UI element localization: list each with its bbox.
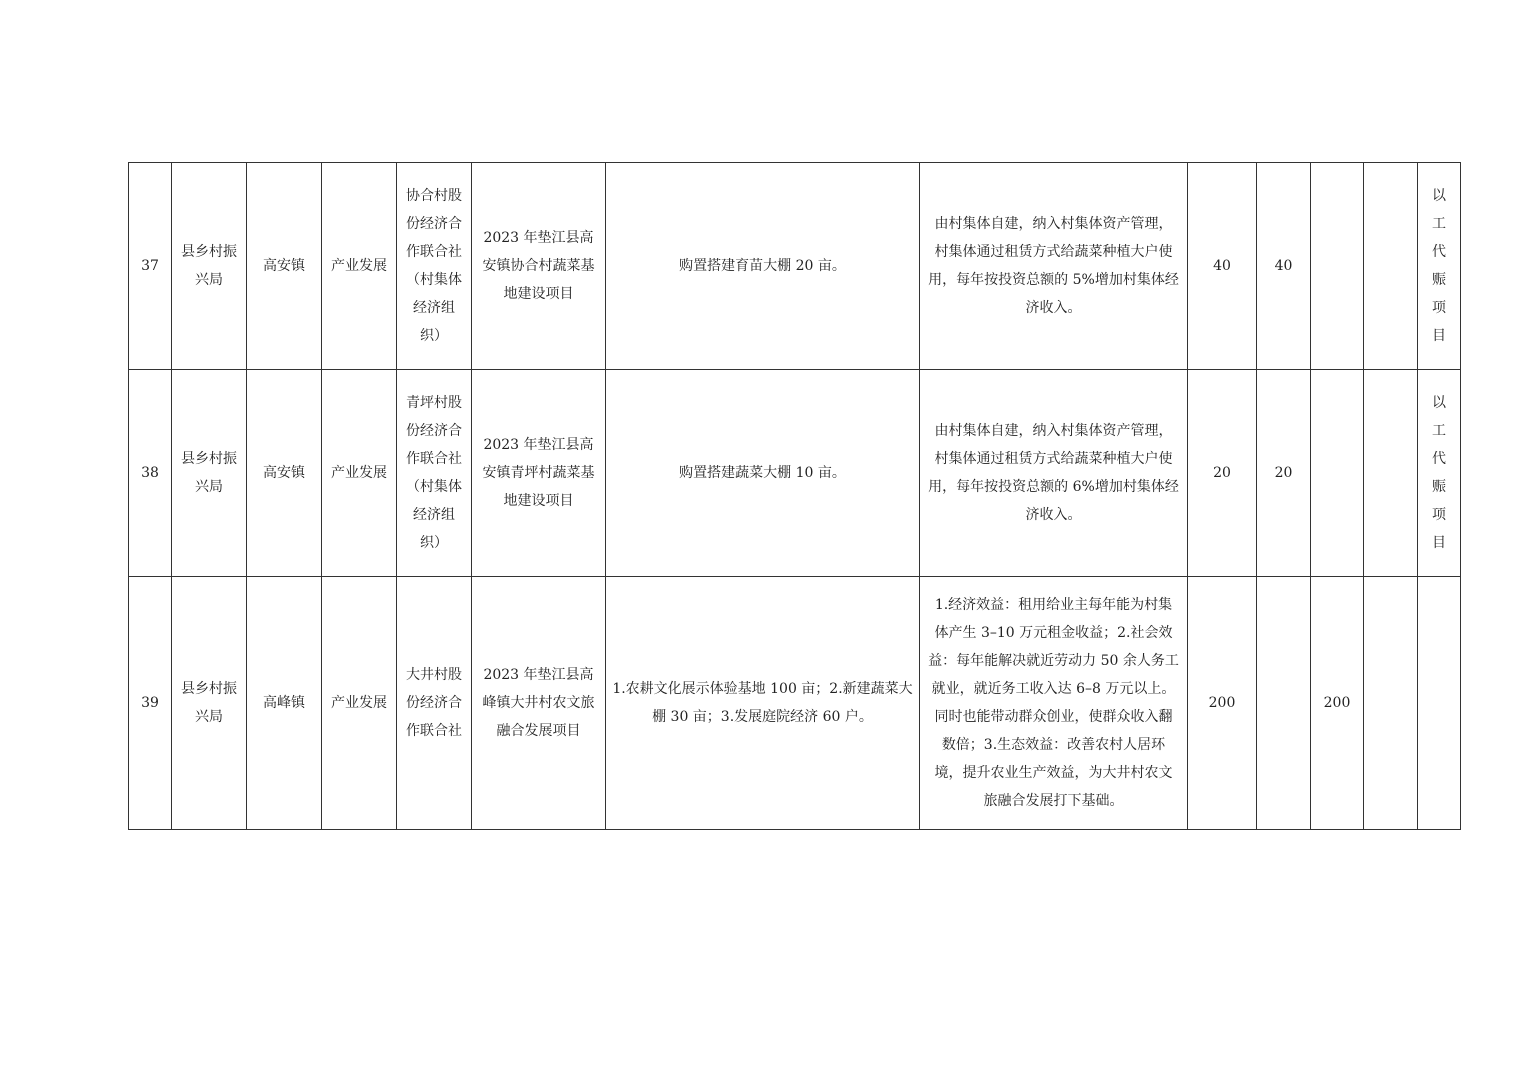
town-cell: 高峰镇: [247, 577, 322, 830]
content-cell: 购置搭建蔬菜大棚 10 亩。: [606, 370, 920, 577]
fund-a-cell: 40: [1257, 163, 1311, 370]
note-cell: [1418, 577, 1461, 830]
table-row: [129, 577, 1461, 830]
fund-a-cell: 20: [1257, 370, 1311, 577]
content-cell: 购置搭建育苗大棚 20 亩。: [606, 163, 920, 370]
project-name-cell: 2023 年垫江县高峰镇大井村农文旅融合发展项目: [472, 577, 606, 830]
total-fund-cell: 200: [1188, 577, 1257, 830]
project-name-cell: 2023 年垫江县高安镇青坪村蔬菜基地建设项目: [472, 370, 606, 577]
department-cell: 县乡村振兴局: [172, 163, 247, 370]
town-cell: 高安镇: [247, 163, 322, 370]
fund-c-cell: [1364, 163, 1418, 370]
content-cell: 1.农耕文化展示体验基地 100 亩；2.新建蔬菜大棚 30 亩；3.发展庭院经济 60 户。: [606, 577, 920, 830]
note-text: 以工代赈项目: [1432, 395, 1446, 551]
town-cell: 高安镇: [247, 370, 322, 577]
fund-b-cell: [1311, 370, 1364, 577]
table-row: [129, 163, 1461, 370]
fund-b-cell: [1311, 163, 1364, 370]
owner-cell: 协合村股份经济合作联合社（村集体经济组织）: [397, 163, 472, 370]
benefit-cell: 由村集体自建，纳入村集体资产管理，村集体通过租赁方式给蔬菜种植大户使用，每年按投资总额的 5%增加村集体经济收入。: [920, 163, 1188, 370]
fund-b-cell: 200: [1311, 577, 1364, 830]
category-cell: 产业发展: [322, 163, 397, 370]
category-cell: 产业发展: [322, 577, 397, 830]
total-fund-cell: 40: [1188, 163, 1257, 370]
benefit-cell: 由村集体自建，纳入村集体资产管理，村集体通过租赁方式给蔬菜种植大户使用，每年按投资总额的 6%增加村集体经济收入。: [920, 370, 1188, 577]
note-text: 以工代赈项目: [1432, 188, 1446, 344]
table-row: [129, 370, 1461, 577]
owner-cell: 大井村股份经济合作联合社: [397, 577, 472, 830]
row-number: 39: [129, 577, 172, 830]
row-number: 37: [129, 163, 172, 370]
category-cell: 产业发展: [322, 370, 397, 577]
department-cell: 县乡村振兴局: [172, 370, 247, 577]
fund-c-cell: [1364, 577, 1418, 830]
project-name-cell: 2023 年垫江县高安镇协合村蔬菜基地建设项目: [472, 163, 606, 370]
benefit-cell: 1.经济效益：租用给业主每年能为村集体产生 3–10 万元租金收益；2.社会效益：每年能解决就近劳动力 50 余人务工就业，就近务工收入达 6–8 万元以上。同时也能带动群众创业，使群众收入翻数倍；3.生态效益：改善农村人居环境，提升农业生产效益，为大井村农文旅融合发展打下基础。: [920, 577, 1188, 830]
note-cell: [1418, 163, 1461, 370]
department-cell: 县乡村振兴局: [172, 577, 247, 830]
fund-c-cell: [1364, 370, 1418, 577]
fund-a-cell: [1257, 577, 1311, 830]
total-fund-cell: 20: [1188, 370, 1257, 577]
project-table: [128, 162, 1461, 830]
note-cell: [1418, 370, 1461, 577]
row-number: 38: [129, 370, 172, 577]
owner-cell: 青坪村股份经济合作联合社（村集体经济组织）: [397, 370, 472, 577]
